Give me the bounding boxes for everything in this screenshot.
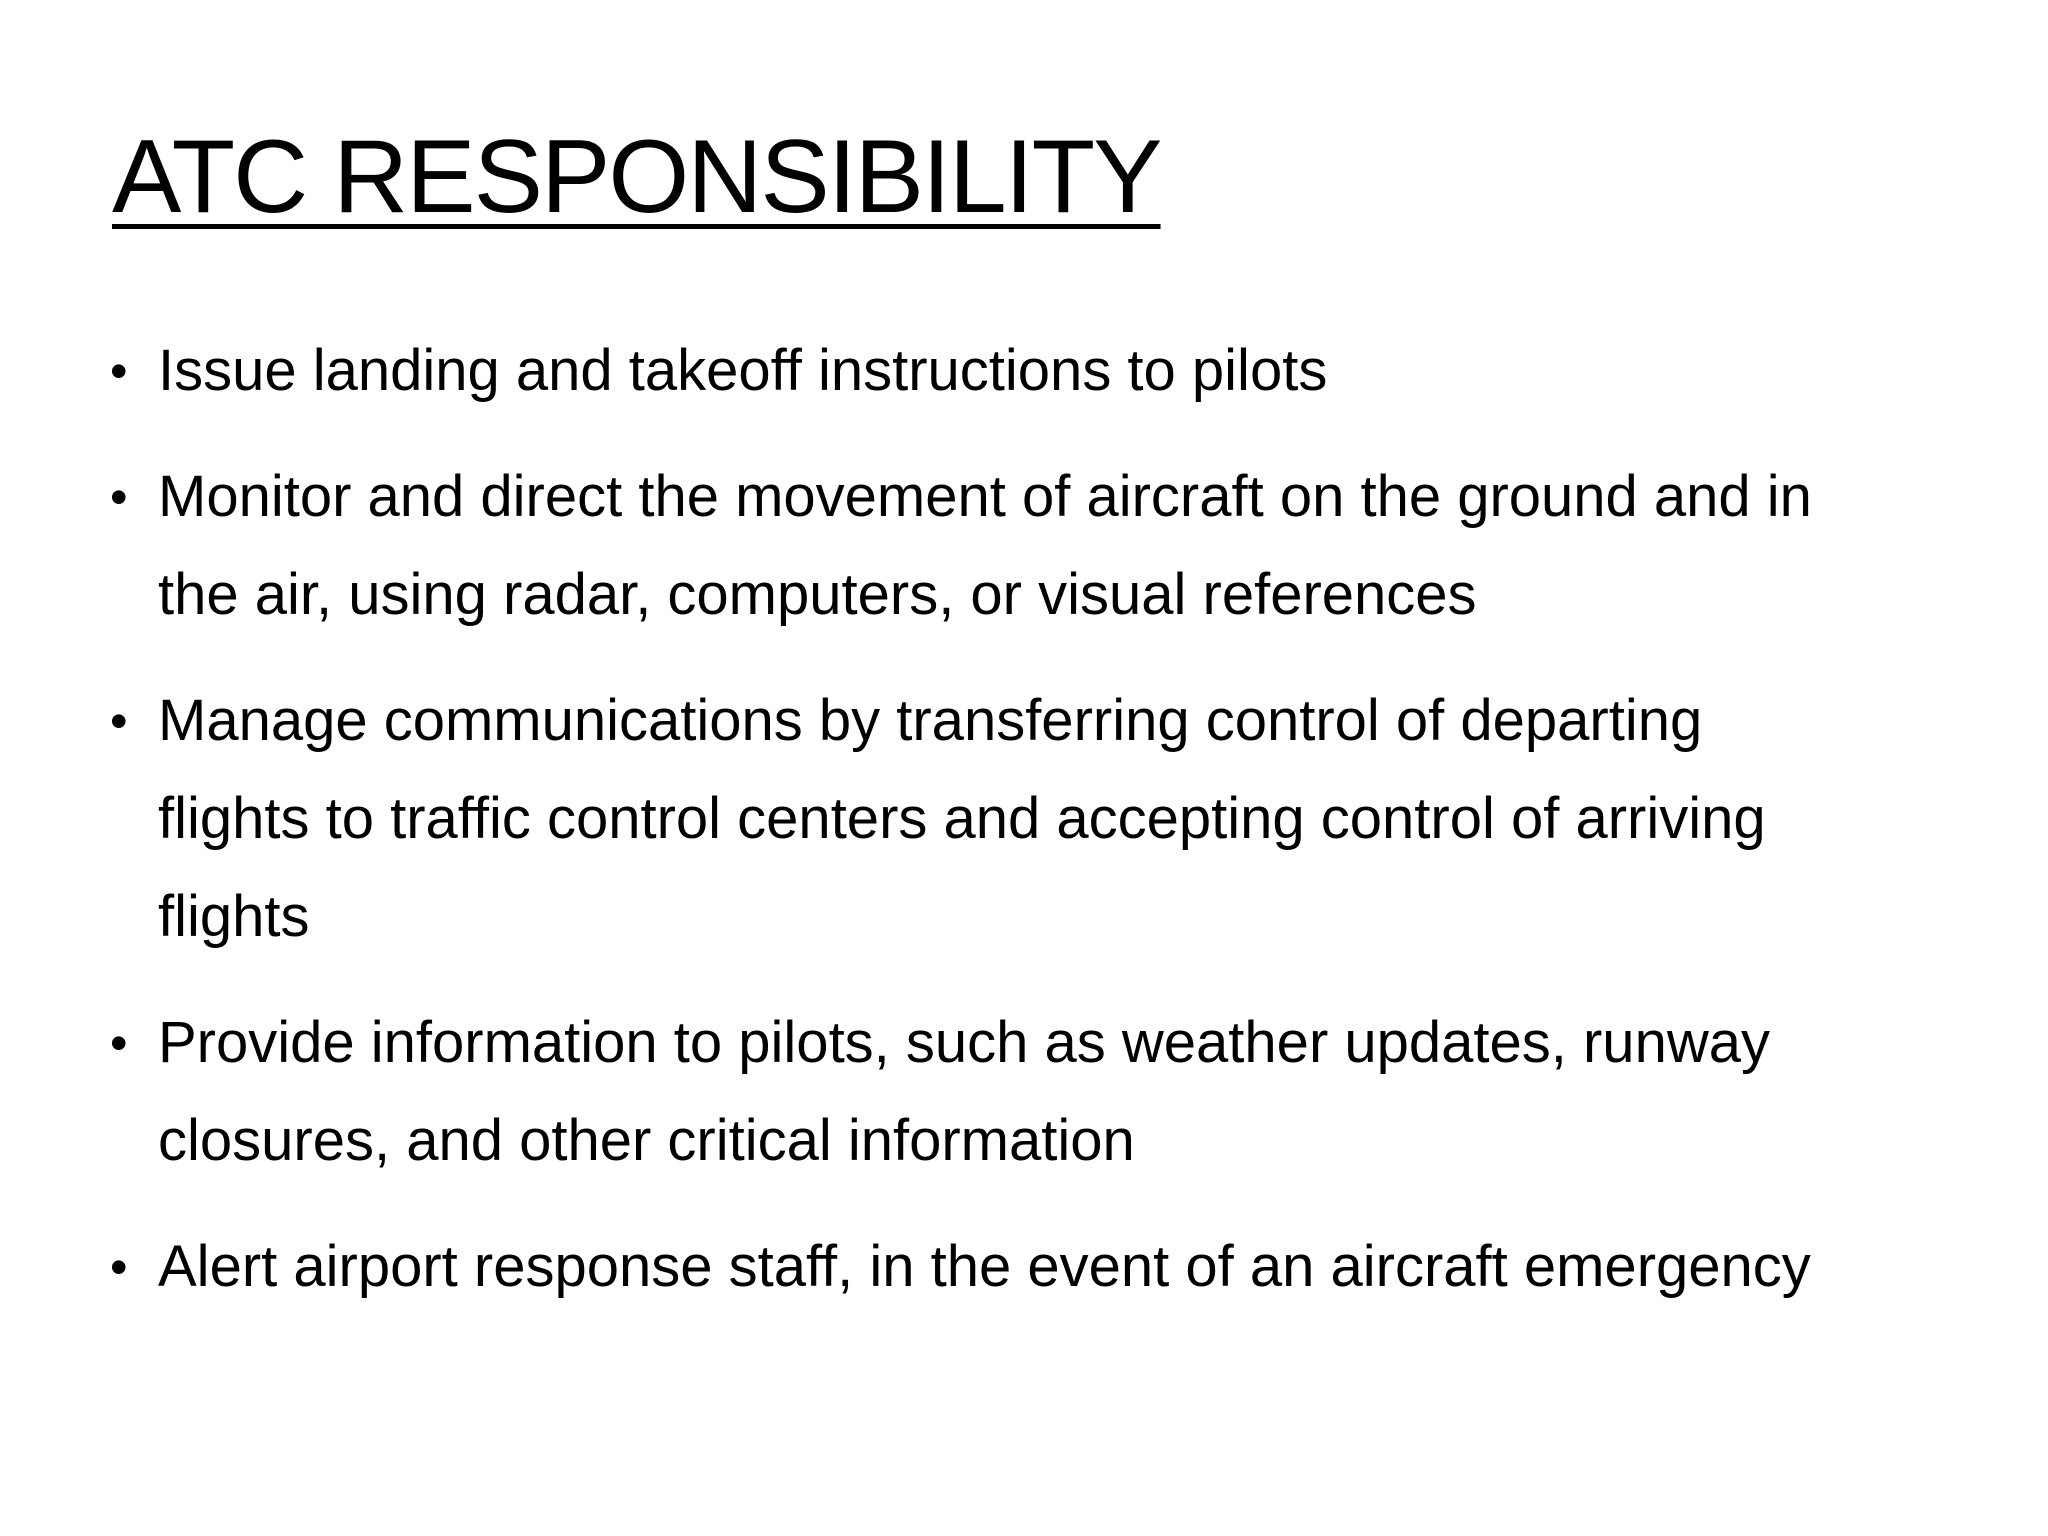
bullet-list	[108, 322, 1868, 1344]
bullet-text: Monitor and direct the movement of aircraft on the ground and in the air, using radar, computers, or visual references	[158, 464, 1812, 627]
bullet-icon: •	[110, 1239, 128, 1295]
bullet-item	[108, 672, 1868, 966]
bullet-item	[108, 322, 1868, 420]
bullet-item	[108, 1218, 1868, 1316]
bullet-text: Manage communications by transferring control of departing flights to traffic control centers and accepting control of arriving flights	[158, 688, 1766, 949]
bullet-icon: •	[110, 1015, 128, 1071]
bullet-icon: •	[110, 343, 128, 399]
bullet-item	[108, 448, 1868, 644]
bullet-icon: •	[110, 469, 128, 525]
bullet-text: Issue landing and takeoff instructions to pilots	[158, 338, 1328, 403]
bullet-text: Alert airport response staff, in the event of an aircraft emergency	[158, 1234, 1811, 1299]
bullet-icon: •	[110, 693, 128, 749]
bullet-item	[108, 994, 1868, 1190]
bullet-text: Provide information to pilots, such as weather updates, runway closures, and other critical information	[158, 1010, 1770, 1173]
slide-title: ATC RESPONSIBILITY	[112, 119, 1161, 235]
